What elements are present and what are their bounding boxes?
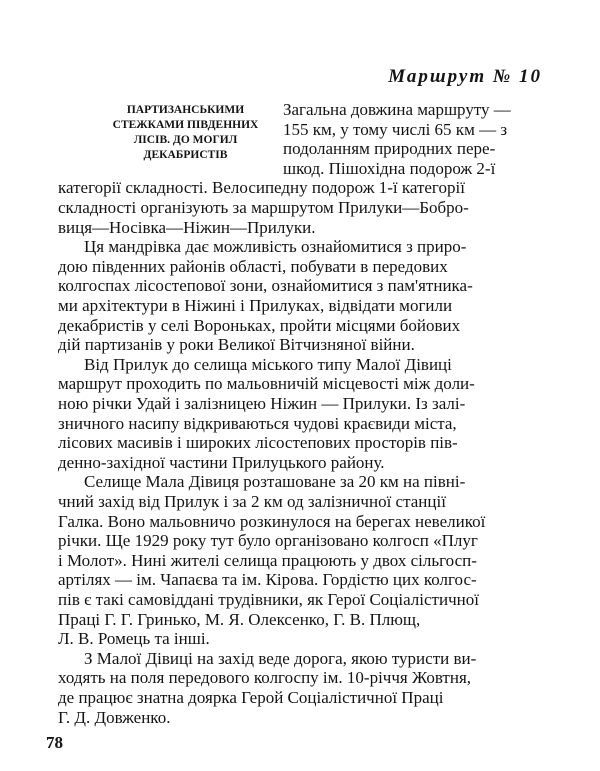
section-title-line: ПАРТИЗАНСЬКИМИ: [126, 104, 245, 116]
text-line: денно-західної частини Прилуцького району.: [58, 452, 385, 472]
text-line: Л. В. Ромець та інші.: [58, 629, 210, 649]
page-number: 78: [46, 733, 63, 753]
text-line: шкод. Пішохідна подорож 2-ї: [283, 158, 496, 178]
route-header: Маршрут № 10: [388, 66, 542, 87]
text-line: Ця мандрівка дає можливість ознайомитися з приро-: [84, 237, 467, 257]
text-line: дою південних районів області, побувати в передових: [58, 256, 448, 276]
text-line: ною річки Удай і залізницею Ніжин — Прилуки. Із залі-: [58, 394, 466, 413]
text-line: річки. Ще 1929 року тут було організовано колгосп «Плуг: [58, 531, 478, 551]
section-title-line: ДЕКАБРИСТІВ: [143, 149, 228, 161]
text-line: декабристів у селі Вороньках, пройти місцями бойових: [58, 315, 461, 335]
text-line: колгоспах лісостепової зони, ознайомитися з пам'ятника-: [58, 276, 473, 296]
text-line: Г. Д. Довженко.: [58, 707, 171, 727]
text-line: артілях — ім. Чапаєва та ім. Кірова. Гордістю цих колгос-: [58, 570, 477, 590]
section-title: [103, 103, 268, 163]
text-line: складності організують за маршрутом Прилуки—Бобро-: [58, 198, 469, 217]
text-line: Селище Мала Дівиця розташоване за 20 км на півні-: [84, 472, 466, 492]
text-line: лісових масивів і широких лісостепових просторів пів-: [58, 433, 458, 453]
text-line: Від Прилук до селища міського типу Малої Дівиці: [84, 354, 452, 374]
text-line: Праці Г. Г. Гринько, М. Я. Олексенко, Г. В. Плющ,: [58, 609, 421, 629]
section-title-line: ЛІСІВ. ДО МОГИЛ: [133, 134, 238, 146]
text-line: де працює знатна доярка Герой Соціалістичної Праці: [58, 688, 444, 707]
text-line: маршрут проходить по мальовничій місцевості між доли-: [58, 374, 475, 394]
text-line: Галка. Воно мальовничо розкинулося на берегах невеликої: [58, 511, 486, 531]
text-line: категорії складності. Велосипедну подорож 1-ї категорії: [58, 178, 465, 198]
text-line: ми архітектури в Ніжині і Прилуках, відвідати могили: [58, 296, 453, 315]
text-line: пів є такі самовіддані трудівники, як Герої Соціалістичної: [58, 590, 479, 609]
text-line: подоланням природних пере-: [283, 139, 496, 159]
text-line: зничного насипу відкриваються чудові краєвиди міста,: [58, 413, 457, 433]
text-line: виця—Носівка—Ніжин—Прилуки.: [58, 217, 316, 237]
text-line: ходять на поля передового колгоспу ім. 10-річчя Жовтня,: [58, 668, 472, 688]
text-line: чний захід від Прилук і за 2 км од залізничної станції: [58, 492, 446, 511]
text-line: і Молот». Нині жителі селища працюють у двох сільгосп-: [58, 550, 477, 570]
text-line: 155 км, у тому числі 65 км — з: [283, 119, 508, 139]
text-line: З Малої Дівиці на захід веде дорога, якою туристи ви-: [84, 648, 477, 668]
text-line: Загальна довжина маршруту —: [283, 100, 511, 119]
text-line: дій партизанів у роки Великої Вітчизняної війни.: [58, 335, 415, 355]
section-title-line: СТЕЖКАМИ ПІВДЕННИХ: [112, 119, 259, 131]
